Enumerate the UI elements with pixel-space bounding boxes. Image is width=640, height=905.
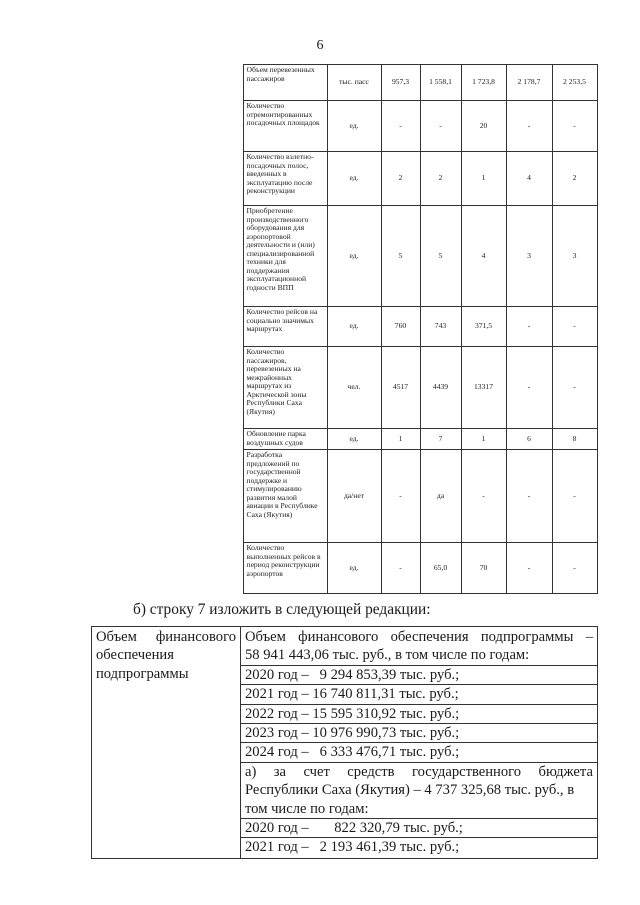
value-2024: 8 — [552, 429, 597, 450]
value-2021: 7 — [420, 429, 461, 450]
value-2022: 1 723,8 — [461, 65, 506, 101]
value-2024: 2 253,5 — [552, 65, 597, 101]
value-2023: - — [506, 347, 552, 429]
intro-word: финансового — [298, 629, 379, 645]
indicator-name: Количество взлетно-посадочных полос, введенных в эксплуатацию после реконструкции — [243, 152, 327, 206]
value-2023: - — [506, 450, 552, 543]
value-2021: - — [420, 101, 461, 152]
value-2020: 4517 — [381, 347, 420, 429]
value-2023: - — [506, 543, 552, 594]
finance-label-line — [96, 628, 236, 646]
intro-word: Объем — [245, 629, 286, 645]
finance-label-line: подпрограммы — [96, 665, 189, 682]
value-2023: - — [506, 307, 552, 347]
indicator-name: Разработка предложений по государственной поддержке и стимулированию развития малой авиации в Республике Саха (Якутия) — [243, 450, 327, 543]
unit-cell: чел. — [327, 347, 381, 429]
value-2020: 1 — [381, 429, 420, 450]
value-2024: 2 — [552, 152, 597, 206]
value-2024: - — [552, 101, 597, 152]
finance-table — [91, 626, 598, 859]
label-word: финансового — [155, 629, 236, 645]
state-word: за — [273, 763, 287, 780]
indicator-name: Объем перевезенных пассажиров — [243, 65, 327, 101]
value-2024: 3 — [552, 206, 597, 307]
value-2020: 2 — [381, 152, 420, 206]
value-2020: - — [381, 543, 420, 594]
table-row — [93, 65, 597, 101]
indicator-name: Обновление парка воздушных судов — [243, 429, 327, 450]
value-2020: - — [381, 101, 420, 152]
value-2023: 2 178,7 — [506, 65, 552, 101]
value-2022: 70 — [461, 543, 506, 594]
value-2021: 743 — [420, 307, 461, 347]
state-budget-line: том числе по годам: — [241, 800, 597, 819]
unit-cell: ед. — [327, 307, 381, 347]
intro-line — [245, 628, 593, 646]
value-2021: 4439 — [420, 347, 461, 429]
state-word: государственного — [411, 763, 522, 780]
intro-word: обеспечения — [390, 629, 469, 645]
value-2023: 6 — [506, 429, 552, 450]
year-line: 2024 год – 6 333 476,71 тыс. руб.; — [241, 743, 597, 762]
indicator-name: Количество пассажиров, перевезенных на межрайонных маршрутах из Арктической зоны Республики Саха (Якутия) — [243, 347, 327, 429]
value-2020: 957,3 — [381, 65, 420, 101]
value-2023: 4 — [506, 152, 552, 206]
page-number: 6 — [316, 38, 324, 53]
value-2024: - — [552, 543, 597, 594]
year-line: 2021 год – 16 740 811,31 тыс. руб.; — [241, 685, 597, 704]
year-line: 2021 год – 2 193 461,39 тыс. руб.; — [245, 839, 460, 856]
unit-cell: ед. — [327, 543, 381, 594]
empty-program-cell — [93, 65, 243, 594]
value-2020: 760 — [381, 307, 420, 347]
unit-cell: ед. — [327, 152, 381, 206]
value-2022: 1 — [461, 429, 506, 450]
state-word: а) — [245, 763, 257, 780]
value-2020: - — [381, 450, 420, 543]
value-2021: 5 — [420, 206, 461, 307]
intro-line: 58 941 443,06 тыс. руб., в том числе по годам: — [241, 646, 597, 665]
year-line: 2020 год – 9 294 853,39 тыс. руб.; — [241, 666, 597, 685]
value-2023: - — [506, 101, 552, 152]
indicators-table — [93, 64, 598, 594]
state-budget-line — [245, 763, 593, 781]
unit-cell: ед. — [327, 206, 381, 307]
value-2021: 1 558,1 — [420, 65, 461, 101]
finance-label-line: обеспечения — [96, 647, 174, 664]
unit-cell: ед. — [327, 429, 381, 450]
value-2021: да — [420, 450, 461, 543]
unit-cell: тыс. пасс — [327, 65, 381, 101]
state-word: счет — [303, 763, 330, 780]
indicator-name: Приобретение производственного оборудования для аэропортовой деятельности и (или) специализированной техники для поддержания эксплуатационной годности ВПП — [243, 206, 327, 307]
state-word: бюджета — [538, 763, 593, 780]
label-word: Объем — [96, 629, 137, 645]
value-2024: - — [552, 347, 597, 429]
indicator-name: Количество отремонтированных посадочных площадок — [243, 101, 327, 152]
intro-word: – — [585, 629, 593, 645]
value-2023: 3 — [506, 206, 552, 307]
value-2022: 371,5 — [461, 307, 506, 347]
intro-word: подпрограммы — [480, 629, 574, 645]
finance-content-cell — [241, 627, 598, 859]
state-budget-line: Республики Саха (Якутия) – 4 737 325,68 тыс. руб., в — [245, 782, 575, 799]
value-2021: 65,0 — [420, 543, 461, 594]
finance-label-cell — [92, 627, 241, 859]
state-word: средств — [347, 763, 395, 780]
unit-cell: ед. — [327, 101, 381, 152]
value-2022: 13317 — [461, 347, 506, 429]
value-2022: 1 — [461, 152, 506, 206]
value-2022: - — [461, 450, 506, 543]
value-2021: 2 — [420, 152, 461, 206]
year-line: 2022 год – 15 595 310,92 тыс. руб.; — [241, 705, 597, 724]
value-2024: - — [552, 307, 597, 347]
indicator-name: Количество выполненных рейсов в период реконструкции аэропортов — [243, 543, 327, 594]
value-2024: - — [552, 450, 597, 543]
indicator-name: Количество рейсов на социально значимых маршрутах — [243, 307, 327, 347]
unit-cell: да/нет — [327, 450, 381, 543]
instruction-text: б) строку 7 изложить в следующей редакции: — [133, 601, 431, 618]
value-2022: 4 — [461, 206, 506, 307]
table-row — [92, 627, 598, 859]
value-2020: 5 — [381, 206, 420, 307]
year-line: 2020 год – 822 320,79 тыс. руб.; — [241, 819, 597, 838]
year-line: 2023 год – 10 976 990,73 тыс. руб.; — [241, 724, 597, 743]
value-2022: 20 — [461, 101, 506, 152]
